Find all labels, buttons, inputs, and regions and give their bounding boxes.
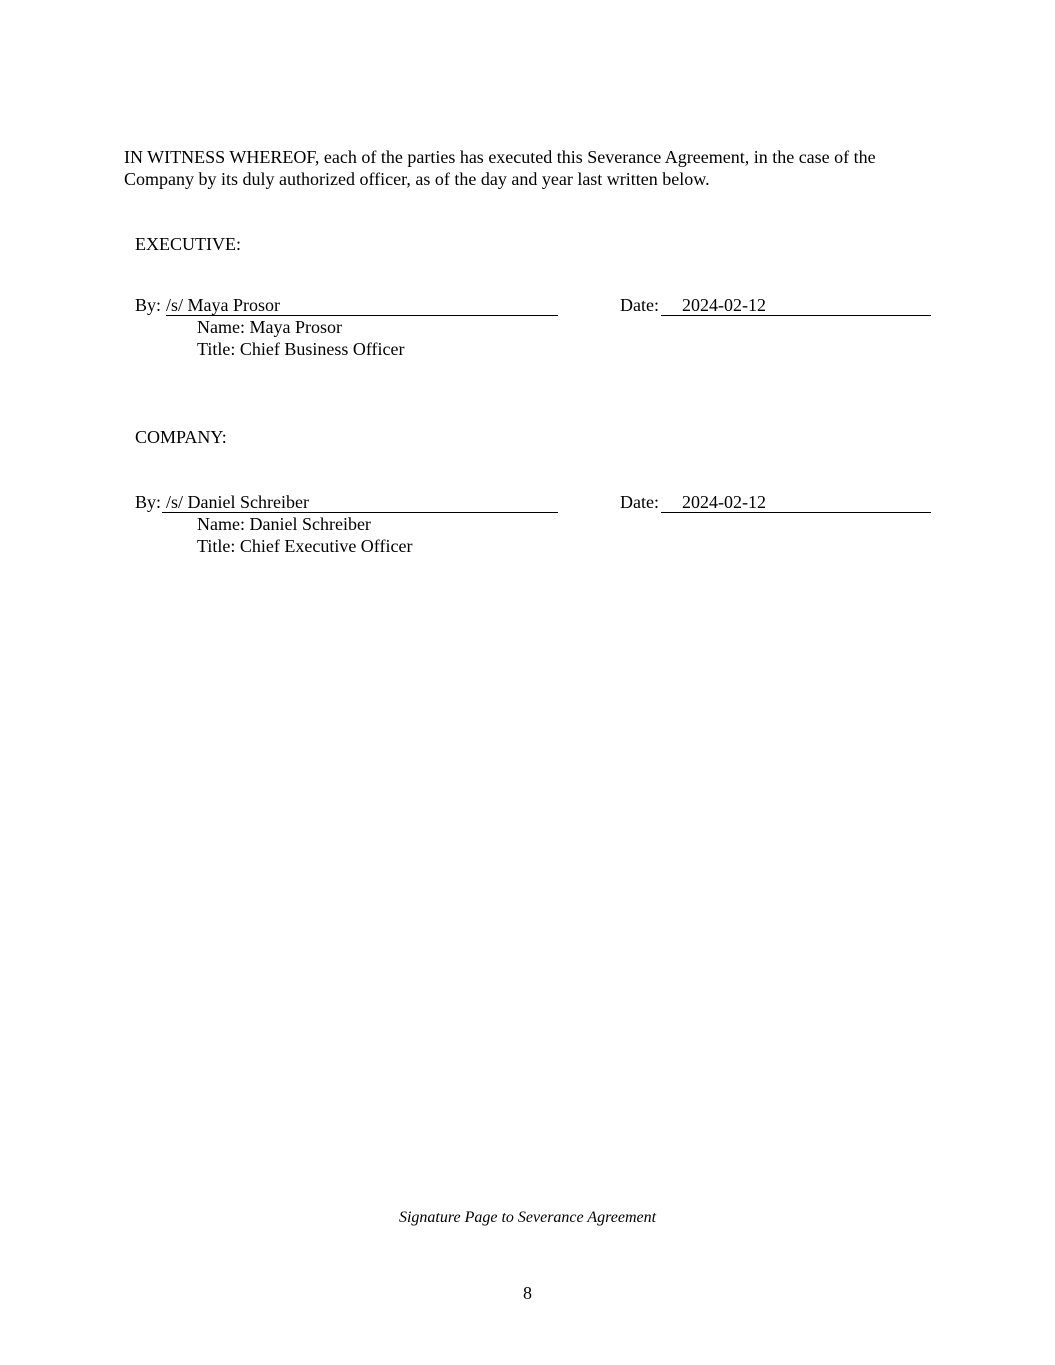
witness-line-1: IN WITNESS WHEREOF, each of the parties has executed this Severance Agreement, in the case of the — [124, 147, 876, 167]
witness-line-2: Company by its duly authorized officer, as of the day and year last written below. — [124, 169, 710, 189]
executive-title: Title: Chief Business Officer — [197, 339, 405, 359]
executive-by-label: By: — [135, 295, 162, 315]
executive-signature-line — [166, 294, 558, 316]
company-heading: COMPANY: — [135, 427, 227, 447]
company-date-line — [661, 491, 931, 513]
executive-date-line — [661, 294, 931, 316]
company-date-label: Date: — [620, 492, 659, 512]
executive-date-value: 2024-02-12 — [682, 295, 766, 315]
executive-name: Name: Maya Prosor — [197, 317, 342, 337]
company-by-label: By: — [135, 492, 162, 512]
company-title: Title: Chief Executive Officer — [197, 536, 413, 556]
executive-date-label: Date: — [620, 295, 659, 315]
executive-signature: /s/ Maya Prosor — [166, 295, 280, 315]
company-date-value: 2024-02-12 — [682, 492, 766, 512]
company-signature-line — [162, 491, 558, 513]
company-signature: /s/ Daniel Schreiber — [166, 492, 309, 512]
executive-heading: EXECUTIVE: — [135, 234, 241, 254]
signature-page-caption: Signature Page to Severance Agreement — [398, 1209, 657, 1226]
page-number: 8 — [523, 1283, 532, 1303]
company-name: Name: Daniel Schreiber — [197, 514, 371, 534]
witness-paragraph — [124, 146, 944, 190]
